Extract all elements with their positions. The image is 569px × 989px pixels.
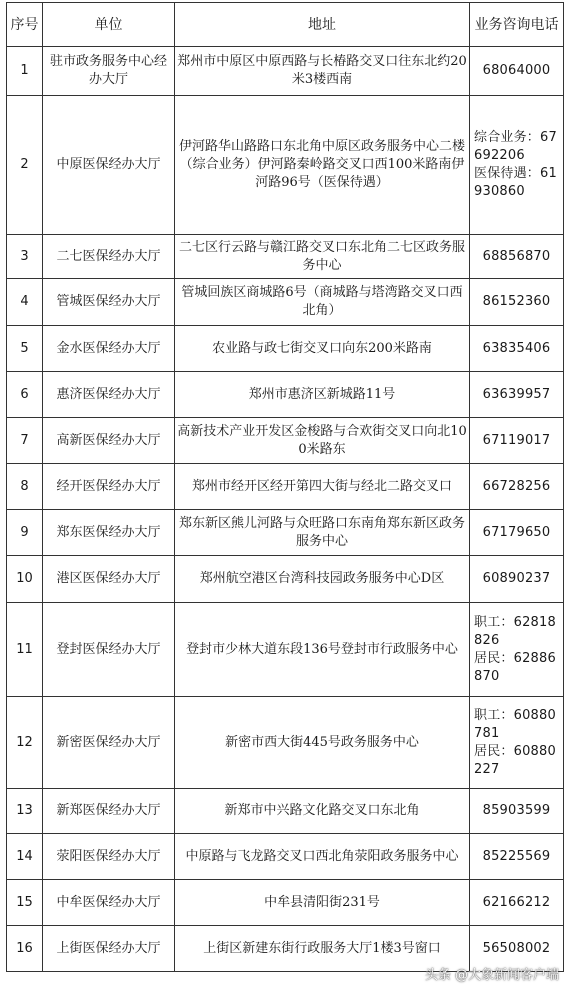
phone-line: 职工：60880781 (474, 707, 556, 741)
table-row (7, 464, 564, 510)
row-number: 4 (7, 279, 43, 326)
phone-cell (470, 96, 564, 235)
header-no: 序号 (7, 3, 43, 47)
unit-name: 高新医保经办大厅 (43, 418, 175, 464)
phone-line: 居民：60880227 (474, 743, 556, 777)
phone-line: 居民：62886870 (474, 650, 556, 684)
phone-cell: 68856870 (470, 235, 564, 279)
table-row (7, 880, 564, 926)
unit-name: 驻市政务服务中心经办大厅 (43, 47, 175, 96)
address-cell: 上街区新建东街行政服务大厅1楼3号窗口 (175, 926, 470, 972)
unit-name: 上街医保经办大厅 (43, 926, 175, 972)
row-number: 2 (7, 96, 43, 235)
row-number: 10 (7, 556, 43, 603)
phone-line: 医保待遇：61930860 (474, 166, 557, 199)
table-row (7, 418, 564, 464)
row-number: 7 (7, 418, 43, 464)
table-row (7, 372, 564, 418)
phone-cell: 60890237 (470, 556, 564, 603)
unit-name: 经开医保经办大厅 (43, 464, 175, 510)
unit-name: 惠济医保经办大厅 (43, 372, 175, 418)
unit-name: 港区医保经办大厅 (43, 556, 175, 603)
table-row (7, 47, 564, 96)
row-number: 11 (7, 603, 43, 697)
row-number: 12 (7, 697, 43, 789)
table-row (7, 96, 564, 235)
unit-name: 中原医保经办大厅 (43, 96, 175, 235)
phone-cell: 85225569 (470, 834, 564, 880)
unit-name: 郑东医保经办大厅 (43, 510, 175, 556)
unit-name: 新郑医保经办大厅 (43, 789, 175, 834)
unit-name: 二七医保经办大厅 (43, 235, 175, 279)
header-unit: 单位 (43, 3, 175, 47)
unit-name: 中牟医保经办大厅 (43, 880, 175, 926)
phone-cell (470, 603, 564, 697)
table-row (7, 834, 564, 880)
phone-cell: 66728256 (470, 464, 564, 510)
row-number: 15 (7, 880, 43, 926)
row-number: 8 (7, 464, 43, 510)
address-cell: 伊河路华山路路口东北角中原区政务服务中心二楼（综合业务）伊河路秦岭路交叉口西100米路南伊河路96号（医保待遇） (175, 96, 470, 235)
unit-name: 管城医保经办大厅 (43, 279, 175, 326)
address-cell: 新郑市中兴路文化路交叉口东北角 (175, 789, 470, 834)
address-cell: 管城回族区商城路6号（商城路与塔湾路交叉口西北角） (175, 279, 470, 326)
phone-cell: 68064000 (470, 47, 564, 96)
address-cell: 中牟县清阳街231号 (175, 880, 470, 926)
phone-cell: 86152360 (470, 279, 564, 326)
phone-line: 职工：62818826 (474, 614, 556, 648)
address-cell: 农业路与政七街交叉口向东200米路南 (175, 326, 470, 372)
unit-name: 登封医保经办大厅 (43, 603, 175, 697)
header-address: 地址 (175, 3, 470, 47)
table-row (7, 556, 564, 603)
address-cell: 二七区行云路与赣江路交叉口东北角二七区政务服务中心 (175, 235, 470, 279)
header-phone: 业务咨询电话 (470, 3, 564, 47)
phone-cell: 63639957 (470, 372, 564, 418)
address-cell: 中原路与飞龙路交叉口西北角荥阳政务服务中心 (175, 834, 470, 880)
table-row (7, 510, 564, 556)
phone-cell: 85903599 (470, 789, 564, 834)
service-hall-table (6, 2, 564, 972)
address-cell: 新密市西大街445号政务服务中心 (175, 697, 470, 789)
table-row (7, 279, 564, 326)
address-cell: 郑州航空港区台湾科技园政务服务中心D区 (175, 556, 470, 603)
row-number: 13 (7, 789, 43, 834)
row-number: 16 (7, 926, 43, 972)
table-row (7, 235, 564, 279)
table-row (7, 326, 564, 372)
row-number: 1 (7, 47, 43, 96)
phone-cell: 56508002 (470, 926, 564, 972)
table-row (7, 789, 564, 834)
row-number: 5 (7, 326, 43, 372)
table-row (7, 697, 564, 789)
row-number: 9 (7, 510, 43, 556)
source-watermark: 头条 @大象新闻客户端 (424, 968, 559, 983)
phone-cell (470, 697, 564, 789)
row-number: 3 (7, 235, 43, 279)
table-header-row (7, 3, 564, 47)
phone-line: 综合业务：67692206 (474, 130, 557, 163)
unit-name: 新密医保经办大厅 (43, 697, 175, 789)
row-number: 6 (7, 372, 43, 418)
unit-name: 荥阳医保经办大厅 (43, 834, 175, 880)
address-cell: 郑州市经开区经开第四大街与经北二路交叉口 (175, 464, 470, 510)
address-cell: 郑州市中原区中原西路与长椿路交叉口往东北约20米3楼西南 (175, 47, 470, 96)
address-cell: 登封市少林大道东段136号登封市行政服务中心 (175, 603, 470, 697)
unit-name: 金水医保经办大厅 (43, 326, 175, 372)
phone-cell: 67179650 (470, 510, 564, 556)
address-cell: 高新技术产业开发区金梭路与合欢街交叉口向北100米路东 (175, 418, 470, 464)
phone-cell: 63835406 (470, 326, 564, 372)
table-row (7, 603, 564, 697)
address-cell: 郑州市惠济区新城路11号 (175, 372, 470, 418)
row-number: 14 (7, 834, 43, 880)
phone-cell: 67119017 (470, 418, 564, 464)
address-cell: 郑东新区熊儿河路与众旺路口东南角郑东新区政务服务中心 (175, 510, 470, 556)
phone-cell: 62166212 (470, 880, 564, 926)
